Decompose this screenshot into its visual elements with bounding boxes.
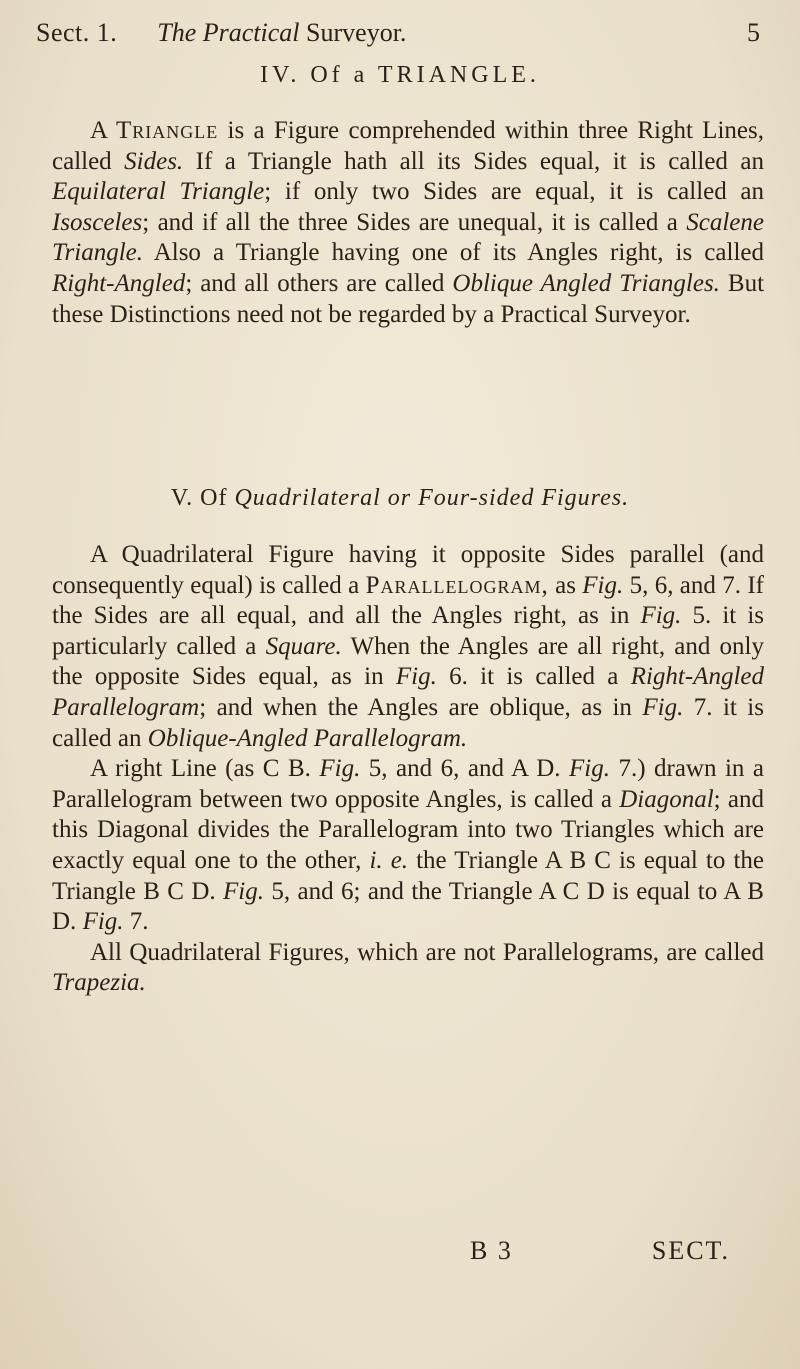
text-run-italic: Oblique-Angled Parallelogram. [147,724,468,752]
paragraph-diagonal [52,754,764,938]
text-run: 5, and 6; and the Triangle A C D is equal to A B D. [52,877,764,936]
text-run: But these Distinctions need not be regarded by a Practical Surveyor. [52,269,765,328]
heading-quadrilateral [0,485,800,512]
text-run-italic: Fig. [569,755,610,783]
text-run-italic: Isosceles [52,208,143,236]
text-run: If a Triangle hath all its Sides equal, it is called an [183,147,764,175]
section-triangle-text [52,116,764,330]
text-run-italic: Trapezia. [52,969,146,997]
text-run: 7. it is called an [52,693,764,752]
paragraph-trapezia [52,938,764,999]
heading-triangle-prefix: IV. Of a [260,62,369,88]
text-run-italic: Fig. [223,877,264,905]
text-run-italic: Fig. [395,663,437,691]
page-footer [470,1236,730,1266]
catchword: SECT. [651,1236,730,1265]
text-run-italic: Square. [265,632,342,660]
text-run: ; if only two Sides are equal, it is called an [264,178,765,206]
text-run: is a Figure comprehended within three Right Lines, called [52,117,764,175]
heading-quadrilateral-prefix: V. Of [170,485,228,511]
signature-mark: B 3 [470,1236,513,1265]
running-title-italic: The Practical [157,18,300,47]
text-run: ; and all others are called [185,269,453,297]
text-run: as [548,571,583,599]
text-run: A right Line (as C B. [90,755,320,783]
heading-triangle [0,62,800,89]
text-run: the Triangle A B C is equal to the Triangle B C D. [52,846,764,905]
paragraph-triangle [52,116,764,330]
text-run: 5. it is particularly called a [52,602,764,660]
heading-triangle-word: TRIANGLE. [377,62,540,88]
text-run-italic: Scalene Triangle. [52,208,764,267]
text-run-italic: Diagonal [619,785,714,813]
text-run: 5, and 6, and A D. [360,755,569,783]
text-run-italic: Equilateral Triangle [52,178,265,206]
text-run: 7. [123,908,149,936]
text-run-italic: Sides. [124,147,184,175]
text-run: Also a Triangle having one of its Angles right, is called [143,239,764,267]
text-run-smallcaps: Parallelogram, [365,571,549,599]
text-run: A [90,117,116,144]
text-run: 7.) drawn in a Parallelogram between two opposite Angles, is called a [52,755,764,813]
paragraph-parallelogram [52,540,764,754]
text-run: ; and when the Angles are oblique, as in [199,693,643,721]
text-run-italic: Right-Angled Parallelogram [52,663,764,721]
text-run: A Quadrilateral Figure having it opposite Sides parallel (and consequently equal) is called a [52,541,764,599]
text-run: 6. it is called a [436,663,631,691]
text-run: ; and if all the three Sides are unequal, it is called a [142,208,687,236]
running-head [36,18,760,48]
text-run-italic: Fig. [319,755,361,783]
text-run: 5, 6, and 7. If the Sides are all equal, and all the Angles right, as in [52,571,765,630]
section-quadrilateral-text [52,540,764,999]
text-run-italic: i. e. [369,846,409,874]
text-run-italic: Fig. [640,602,682,630]
text-run-italic: Oblique Angled Triangles. [452,269,720,297]
text-run-italic: Fig. [642,693,684,721]
text-run-italic: Right-Angled [52,269,186,297]
text-run-smallcaps: Triangle [115,117,219,144]
running-title [157,18,406,48]
section-label: Sect. 1. [36,18,118,47]
text-run: All Quadrilateral Figures, which are not Parallelograms, are called [90,938,764,966]
page-number: 5 [747,18,760,47]
text-run: When the Angles are all right, and only the opposite Sides equal, as in [52,632,764,691]
text-run: ; and this Diagonal divides the Parallelogram into two Triangles which are exactly equal one to the other, [52,785,765,874]
heading-quadrilateral-italic: Quadrilateral or Four-sided Figures. [234,485,630,511]
text-run-italic: Fig. [82,908,124,936]
running-title-plain: Surveyor. [306,18,407,47]
text-run-italic: Fig. [582,571,624,599]
